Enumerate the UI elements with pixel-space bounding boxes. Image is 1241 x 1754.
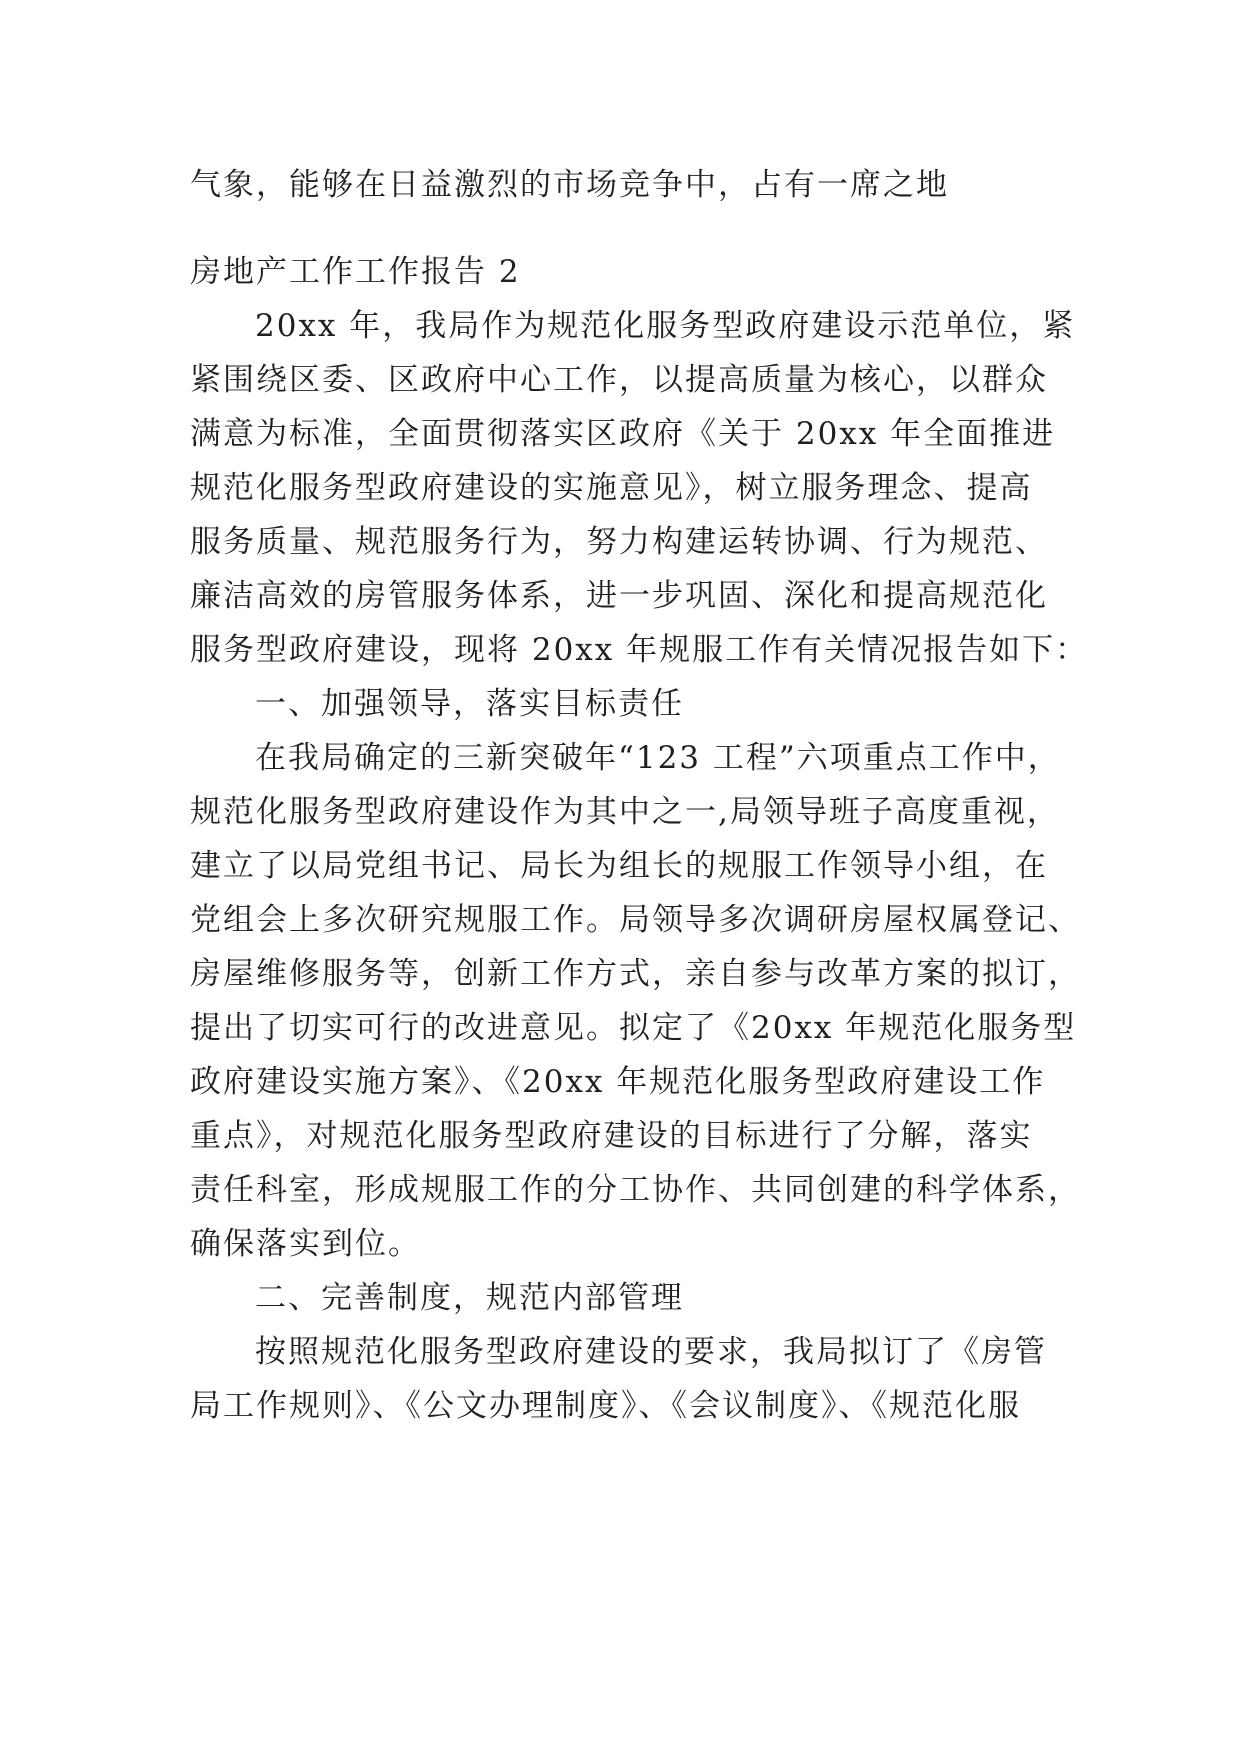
paragraph-line: 规范化服务型政府建设作为其中之一,局领导班子高度重视， — [190, 794, 1060, 830]
heading-line: 一、加强领导，落实目标责任 — [255, 686, 684, 722]
section-title: 房地产工作工作报告 2 — [190, 254, 521, 290]
paragraph-line: 气象，能够在日益激烈的市场竞争中，占有一席之地 — [190, 167, 949, 203]
paragraph-line: 重点》，对规范化服务型政府建设的目标进行了分解，落实 — [190, 1118, 1033, 1154]
paragraph-line: 确保落实到位。 — [190, 1226, 421, 1262]
paragraph-line: 满意为标准，全面贯彻落实区政府《关于 20xx 年全面推进 — [190, 416, 1056, 452]
paragraph-line: 房屋维修服务等，创新工作方式，亲自参与改革方案的拟订， — [190, 956, 1081, 992]
paragraph-line: 责任科室，形成规服工作的分工协作、共同创建的科学体系， — [190, 1172, 1081, 1208]
paragraph-line: 20xx 年，我局作为规范化服务型政府建设示范单位，紧 — [255, 308, 1076, 344]
paragraph-line: 在我局确定的三新突破年“123 工程”六项重点工作中， — [255, 740, 1061, 776]
paragraph-line: 党组会上多次研究规服工作。局领导多次调研房屋权属登记、 — [190, 902, 1081, 938]
paragraph-line: 建立了以局党组书记、局长为组长的规服工作领导小组，在 — [190, 848, 1048, 884]
paragraph-line: 廉洁高效的房管服务体系，进一步巩固、深化和提高规范化 — [190, 578, 1048, 614]
paragraph-line: 提出了切实可行的改进意见。拟定了《20xx 年规范化服务型 — [190, 1010, 1077, 1046]
paragraph-line: 局工作规则》、《公文办理制度》、《会议制度》、《规范化服 — [190, 1388, 1021, 1424]
paragraph-line: 政府建设实施方案》、《20xx 年规范化服务型政府建设工作 — [190, 1064, 1046, 1100]
heading-line: 二、完善制度，规范内部管理 — [255, 1280, 684, 1316]
paragraph-line: 服务质量、规范服务行为，努力构建运转协调、行为规范、 — [190, 524, 1048, 560]
paragraph-line: 紧围绕区委、区政府中心工作，以提高质量为核心，以群众 — [190, 362, 1048, 398]
paragraph-line: 服务型政府建设，现将 20xx 年规服工作有关情况报告如下： — [190, 632, 1089, 668]
paragraph-line: 按照规范化服务型政府建设的要求，我局拟订了《房管 — [255, 1334, 1047, 1370]
paragraph-line: 规范化服务型政府建设的实施意见》，树立服务理念、提高 — [190, 470, 1033, 506]
